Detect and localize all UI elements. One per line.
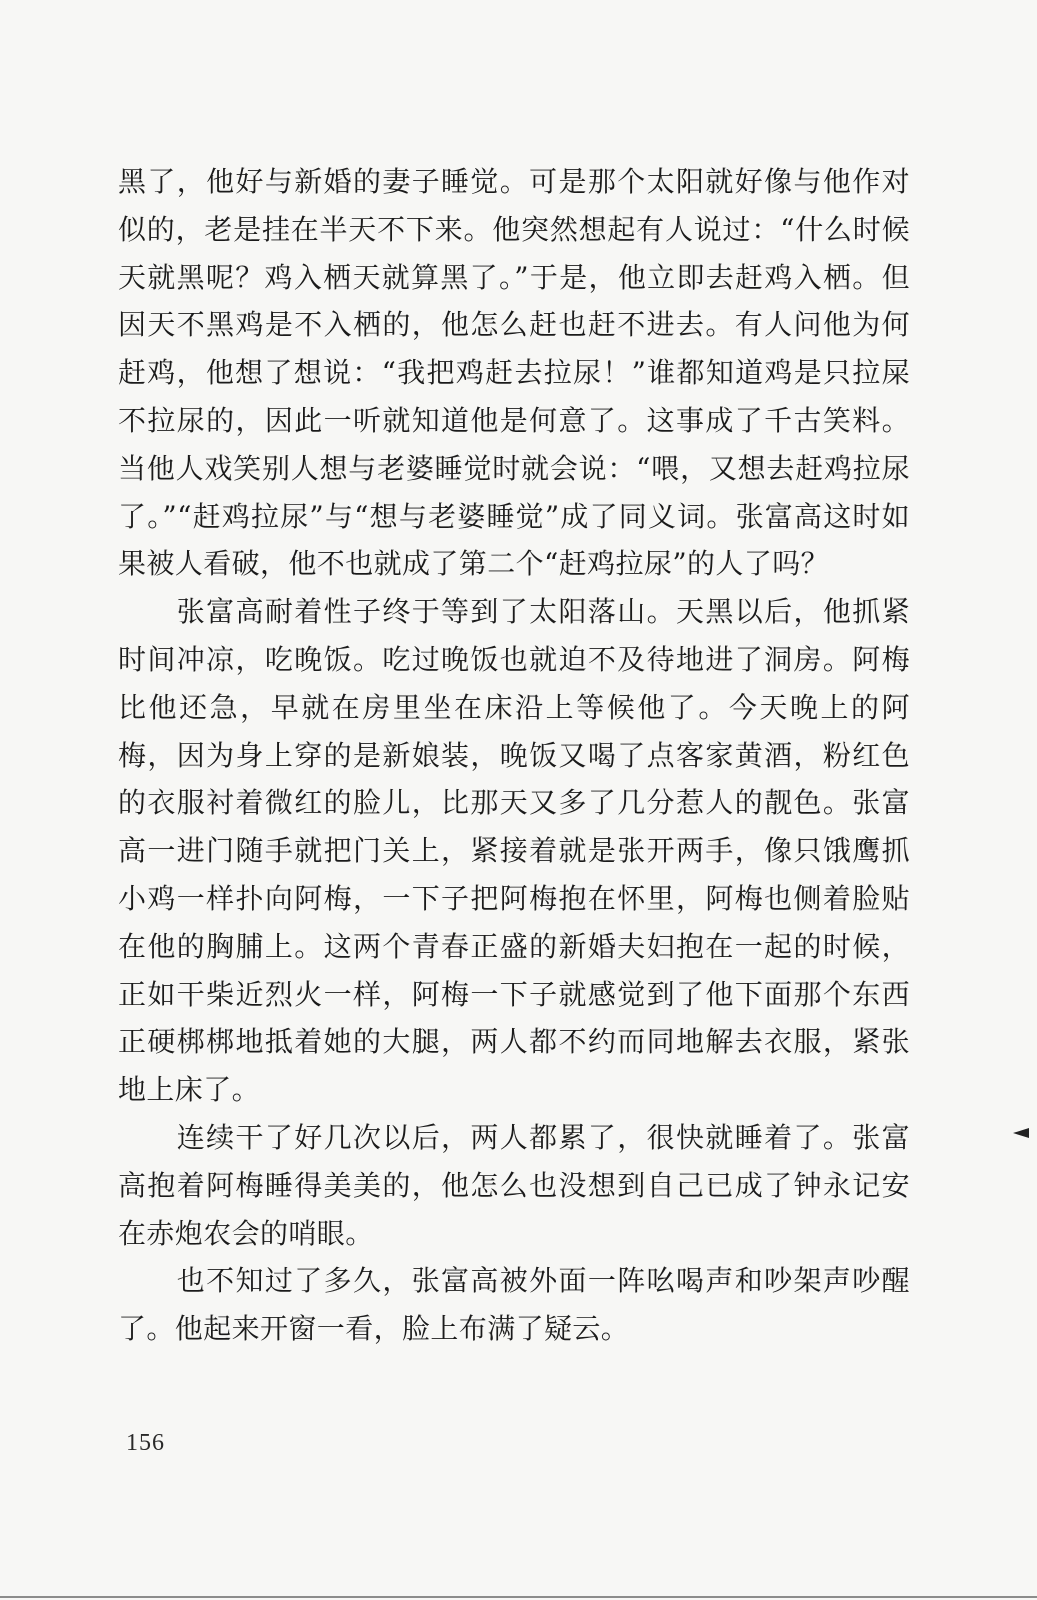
- body-text: [118, 158, 910, 1353]
- page-bottom-edge: [0, 1596, 1037, 1598]
- paragraph: 也不知过了多久，张富高被外面一阵吆喝声和吵架声吵醒了。他起来开窗一看，脸上布满了疑云。: [118, 1264, 910, 1346]
- paragraph: 张富高耐着性子终于等到了太阳落山。天黑以后，他抓紧时间冲凉，吃晚饭。吃过晚饭也就迫不及待地进了洞房。阿梅比他还急，早就在房里坐在床沿上等候他了。今天晚上的阿梅，因为身上穿的是新娘装，晚饭又喝了点客家黄酒，粉红色的衣服衬着微红的脸儿，比那天又多了几分惹人的靓色。张富高一进门随手就把门关上，紧接着就是张开两手，像只饿鹰抓小鸡一样扑向阿梅，一下子把阿梅抱在怀里，阿梅也侧着脸贴在他的胸脯上。这两个青春正盛的新婚夫妇抱在一起的时候，正如干柴近烈火一样，阿梅一下子就感觉到了他下面那个东西正硬梆梆地抵着她的大腿，两人都不约而同地解去衣服，紧张地上床了。: [118, 595, 910, 1107]
- paragraph: 连续干了好几次以后，两人都累了，很快就睡着了。张富高抱着阿梅睡得美美的，他怎么也没想到自己已成了钟永记安在赤炮农会的哨眼。: [118, 1120, 910, 1250]
- page-number: 156: [126, 1430, 165, 1456]
- paragraph: 黑了，他好与新婚的妻子睡觉。可是那个太阳就好像与他作对似的，老是挂在半天不下来。他突然想起有人说过：“什么时候天就黑呢？鸡入栖天就算黑了。”于是，他立即去赶鸡入栖。但因天不黑鸡是不入栖的，他怎么赶也赶不进去。有人问他为何赶鸡，他想了想说：“我把鸡赶去拉尿！”谁都知道鸡是只拉屎不拉尿的，因此一听就知道他是何意了。这事成了千古笑料。当他人戏笑别人想与老婆睡觉时就会说：“喂，又想去赶鸡拉尿了。”“赶鸡拉尿”与“想与老婆睡觉”成了同义词。张富高这时如果被人看破，他不也就成了第二个“赶鸡拉尿”的人了吗？: [118, 165, 910, 581]
- scan-edge-mark-icon: [1013, 1128, 1029, 1138]
